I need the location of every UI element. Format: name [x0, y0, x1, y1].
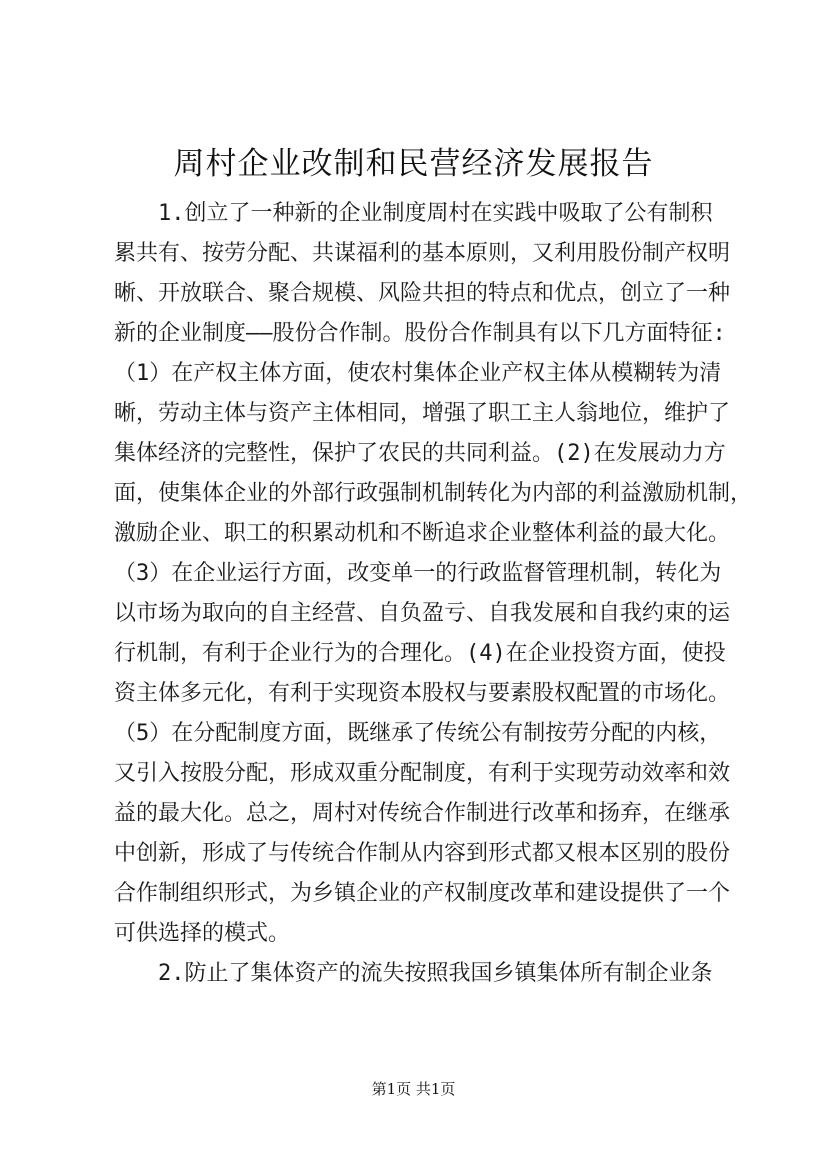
body-line: 激励企业、职工的积累动机和不断追求企业整体利益的最大化。	[114, 521, 731, 546]
body-line: 中创新，形成了与传统合作制从内容到形式都又根本区别的股份	[114, 841, 731, 866]
body-line: 益的最大化。总之，周村对传统合作制进行改革和扬弃，在继承	[114, 801, 731, 826]
body-line: 资主体多元化，有利于实现资本股权与要素股权配置的市场化。	[114, 681, 731, 706]
body-line: 晰，劳动主体与资产主体相同，增强了职工主人翁地位，维护了	[114, 401, 731, 426]
body-line: 合作制组织形式，为乡镇企业的产权制度改革和建设提供了一个	[114, 881, 731, 906]
body-line: （3）在企业运行方面，改变单一的行政监督管理机制，转化为	[114, 561, 722, 586]
page-title: 周村企业改制和民营经济发展报告	[173, 146, 654, 182]
body-line: （1）在产权主体方面，使农村集体企业产权主体从模糊转为清	[114, 361, 722, 386]
body-line: 可供选择的模式。	[114, 921, 291, 946]
body-line: 以市场为取向的自主经营、自负盈亏、自我发展和自我约束的运	[114, 601, 731, 626]
body-line: 行机制，有利于企业行为的合理化。(4)在企业投资方面，使投	[114, 641, 726, 666]
body-line: 又引入按股分配，形成双重分配制度，有利于实现劳动效率和效	[114, 761, 731, 786]
body-line: 累共有、按劳分配、共谋福利的基本原则，又利用股份制产权明	[114, 241, 731, 266]
body-line: （5）在分配制度方面，既继承了传统公有制按劳分配的内核，	[114, 721, 722, 746]
page-footer: 第1页 共1页	[371, 1080, 456, 1098]
body-line: 2.防止了集体资产的流失按照我国乡镇集体所有制企业条	[158, 961, 713, 986]
body-line: 1.创立了一种新的企业制度周村在实践中吸取了公有制积	[158, 201, 713, 226]
body-line: 晰、开放联合、聚合规模、风险共担的特点和优点，创立了一种	[114, 281, 731, 306]
body-line: 新的企业制度——股份合作制。股份合作制具有以下几方面特征:	[114, 321, 726, 346]
body-line: 面，使集体企业的外部行政强制机制转化为内部的利益激励机制，	[114, 481, 753, 506]
body-line: 集体经济的完整性，保护了农民的共同利益。(2)在发展动力方	[114, 441, 726, 466]
